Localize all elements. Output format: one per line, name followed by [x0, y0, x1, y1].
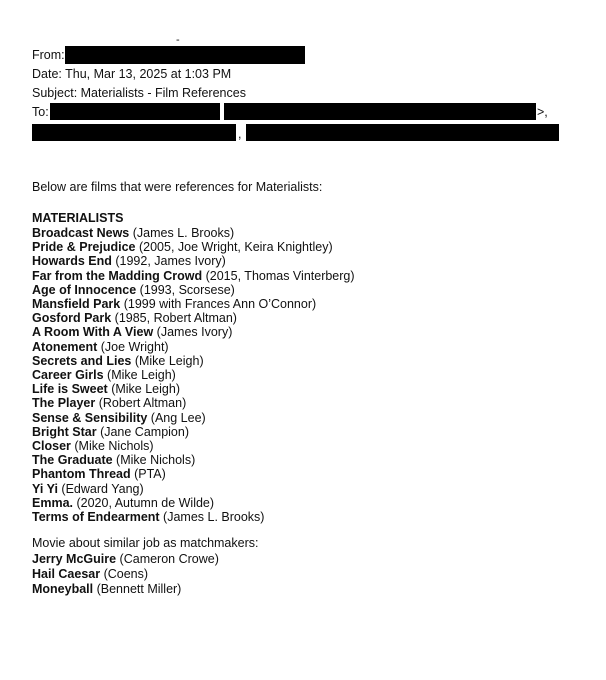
film-title: Mansfield Park: [32, 297, 121, 311]
film-item: [32, 382, 180, 396]
film-item: [32, 482, 144, 496]
film-title: Moneyball: [32, 582, 94, 596]
film-title: The Graduate: [32, 453, 113, 468]
film-item: [32, 254, 226, 268]
to-trailing-text: >,: [537, 105, 548, 119]
film-item: [32, 311, 237, 325]
from-redaction: [65, 46, 305, 64]
film-title: Closer: [32, 439, 71, 453]
film-title: Sense & Sensibility: [32, 410, 148, 425]
subject-line: Subject: Materialists - Film References: [32, 86, 246, 100]
film-item: [32, 467, 166, 481]
film-item: [32, 354, 204, 368]
film-detail: (James Ivory): [153, 325, 233, 340]
film-title: Howards End: [32, 254, 112, 269]
film-title: Phantom Thread: [32, 467, 131, 482]
film-title: Age of Innocence: [32, 282, 137, 297]
matchmakers-intro: Movie about similar job as matchmakers:: [32, 536, 259, 550]
film-detail: (Coens): [100, 567, 149, 581]
film-detail: (Bennett Miller): [93, 582, 182, 596]
film-item: [32, 325, 232, 339]
film-title: Hail Caesar: [32, 567, 101, 581]
film-title: Atonement: [32, 339, 98, 354]
film-title: Yi Yi: [32, 481, 58, 496]
film-item: [32, 411, 206, 425]
to-redaction-1: [50, 103, 220, 120]
to-redaction-4: [246, 124, 559, 141]
film-detail: (James L. Brooks): [159, 510, 265, 524]
to-label: To:: [32, 105, 49, 119]
film-detail: (1993, Scorsese): [136, 282, 235, 297]
matchmaker-film-item: [32, 567, 148, 581]
film-detail: (1999 with Frances Ann O’Connor): [120, 297, 317, 311]
stray-mark: -: [176, 34, 180, 46]
matchmaker-film-item: [32, 582, 181, 596]
film-title: The Player: [32, 396, 96, 411]
film-title: Jerry McGuire: [32, 552, 117, 566]
film-detail: (James L. Brooks): [129, 226, 235, 240]
film-title: A Room With A View: [32, 325, 154, 340]
film-item: [32, 510, 264, 524]
film-item: [32, 340, 169, 354]
film-item: [32, 226, 234, 240]
to-redaction-2: [224, 103, 536, 120]
film-title: Career Girls: [32, 368, 104, 382]
film-item: [32, 240, 333, 254]
section-title: MATERIALISTS: [32, 211, 124, 225]
film-detail: (2020, Autumn de Wilde): [73, 495, 215, 510]
film-item: [32, 269, 355, 283]
to-redaction-3: [32, 124, 236, 141]
film-detail: (Mike Nichols): [112, 453, 196, 468]
intro-text: Below are films that were references for Materialists:: [32, 180, 323, 194]
to-comma: ,: [238, 127, 242, 141]
matchmaker-film-item: [32, 552, 219, 566]
date-line: Date: Thu, Mar 13, 2025 at 1:03 PM: [32, 67, 232, 81]
film-item: [32, 297, 316, 311]
film-detail: (Robert Altman): [95, 396, 187, 411]
film-item: [32, 396, 186, 410]
film-title: Bright Star: [32, 424, 97, 439]
film-detail: (Mike Leigh): [107, 382, 180, 397]
film-detail: (PTA): [130, 467, 166, 482]
film-item: [32, 425, 189, 439]
film-title: Secrets and Lies: [32, 353, 132, 368]
film-detail: (Cameron Crowe): [116, 552, 219, 566]
film-detail: (1985, Robert Altman): [111, 311, 237, 326]
film-item: [32, 453, 195, 467]
film-title: Life is Sweet: [32, 382, 108, 397]
film-title: Broadcast News: [32, 226, 130, 240]
film-title: Pride & Prejudice: [32, 240, 136, 255]
film-item: [32, 283, 235, 297]
film-title: Emma.: [32, 495, 73, 510]
film-item: [32, 439, 154, 453]
film-detail: (1992, James Ivory): [111, 254, 226, 269]
film-title: Gosford Park: [32, 311, 112, 326]
film-detail: (Mike Leigh): [103, 368, 176, 382]
film-detail: (Joe Wright): [97, 339, 169, 354]
film-detail: (Mike Nichols): [70, 439, 154, 453]
film-title: Far from the Madding Crowd: [32, 268, 203, 283]
from-label: From:: [32, 48, 65, 62]
film-title: Terms of Endearment: [32, 510, 160, 524]
film-detail: (2005, Joe Wright, Keira Knightley): [135, 240, 333, 255]
film-detail: (Mike Leigh): [131, 353, 204, 368]
film-detail: (2015, Thomas Vinterberg): [202, 268, 355, 283]
film-detail: (Jane Campion): [96, 424, 189, 439]
film-detail: (Ang Lee): [147, 410, 206, 425]
film-detail: (Edward Yang): [57, 481, 144, 496]
film-item: [32, 496, 214, 510]
film-item: [32, 368, 176, 382]
